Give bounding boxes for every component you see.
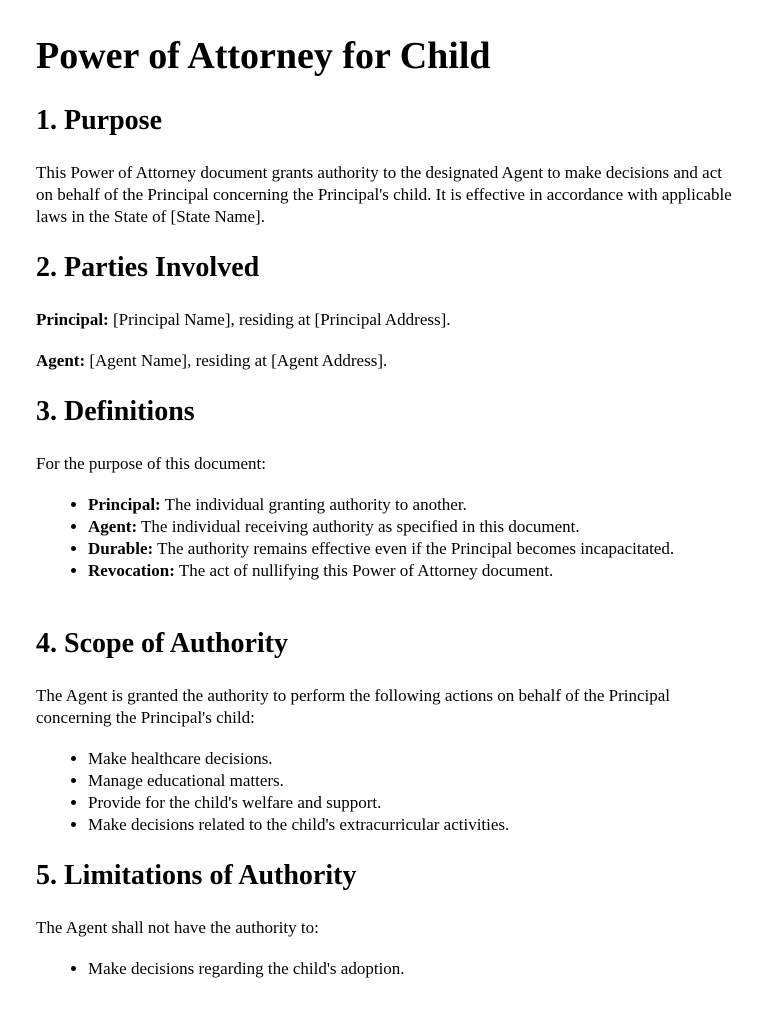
principal-party-line <box>36 309 734 331</box>
list-item: • Make healthcare decisions. <box>88 748 734 770</box>
list-item: • Manage educational matters. <box>88 770 734 792</box>
list-item: • Make decisions regarding the child's adoption. <box>88 958 734 980</box>
section-heading-definitions: 3. Definitions <box>36 396 195 427</box>
definition-term: Principal: <box>88 495 161 514</box>
document-title: Power of Attorney for Child <box>36 35 491 77</box>
principal-details: [Principal Name], residing at [Principal Address]. <box>108 310 451 329</box>
scope-intro: The Agent is granted the authority to perform the following actions on behalf of the Principal concerning the Principal's child: <box>36 686 671 727</box>
limitations-intro: The Agent shall not have the authority to: <box>36 918 319 937</box>
definition-term: Agent: <box>88 517 138 536</box>
definition-text: The authority remains effective even if the Principal becomes incapacitated. <box>153 539 675 558</box>
list-item: • Make decisions related to the child's extracurricular activities. <box>88 814 734 836</box>
agent-party-line <box>36 350 734 372</box>
section-heading-parties: 2. Parties Involved <box>36 252 260 283</box>
list-item <box>88 494 734 516</box>
definitions-intro: For the purpose of this document: <box>36 454 266 473</box>
agent-label: Agent: <box>36 351 86 370</box>
list-item <box>88 538 734 560</box>
section-heading-scope: 4. Scope of Authority <box>36 628 288 659</box>
scope-list <box>36 748 734 836</box>
definitions-list <box>36 494 734 582</box>
definition-text: The individual granting authority to another. <box>160 495 467 514</box>
limitations-list <box>36 958 734 980</box>
section-heading-limitations: 5. Limitations of Authority <box>36 860 357 891</box>
list-item <box>88 560 734 582</box>
definition-text: The individual receiving authority as specified in this document. <box>137 517 580 536</box>
agent-details: [Agent Name], residing at [Agent Address]. <box>85 351 388 370</box>
definition-term: Revocation: <box>88 561 175 580</box>
definition-term: Durable: <box>88 539 154 558</box>
list-item: • Provide for the child's welfare and support. <box>88 792 734 814</box>
principal-label: Principal: <box>36 310 109 329</box>
purpose-paragraph: This Power of Attorney document grants authority to the designated Agent to make decisions and act on behalf of the Principal concerning the Principal's child. It is effective in accordance with applicable laws in the State of [State Name]. <box>36 163 732 226</box>
section-heading-purpose: 1. Purpose <box>36 105 162 136</box>
definition-text: The act of nullifying this Power of Attorney document. <box>174 561 554 580</box>
list-item <box>88 516 734 538</box>
